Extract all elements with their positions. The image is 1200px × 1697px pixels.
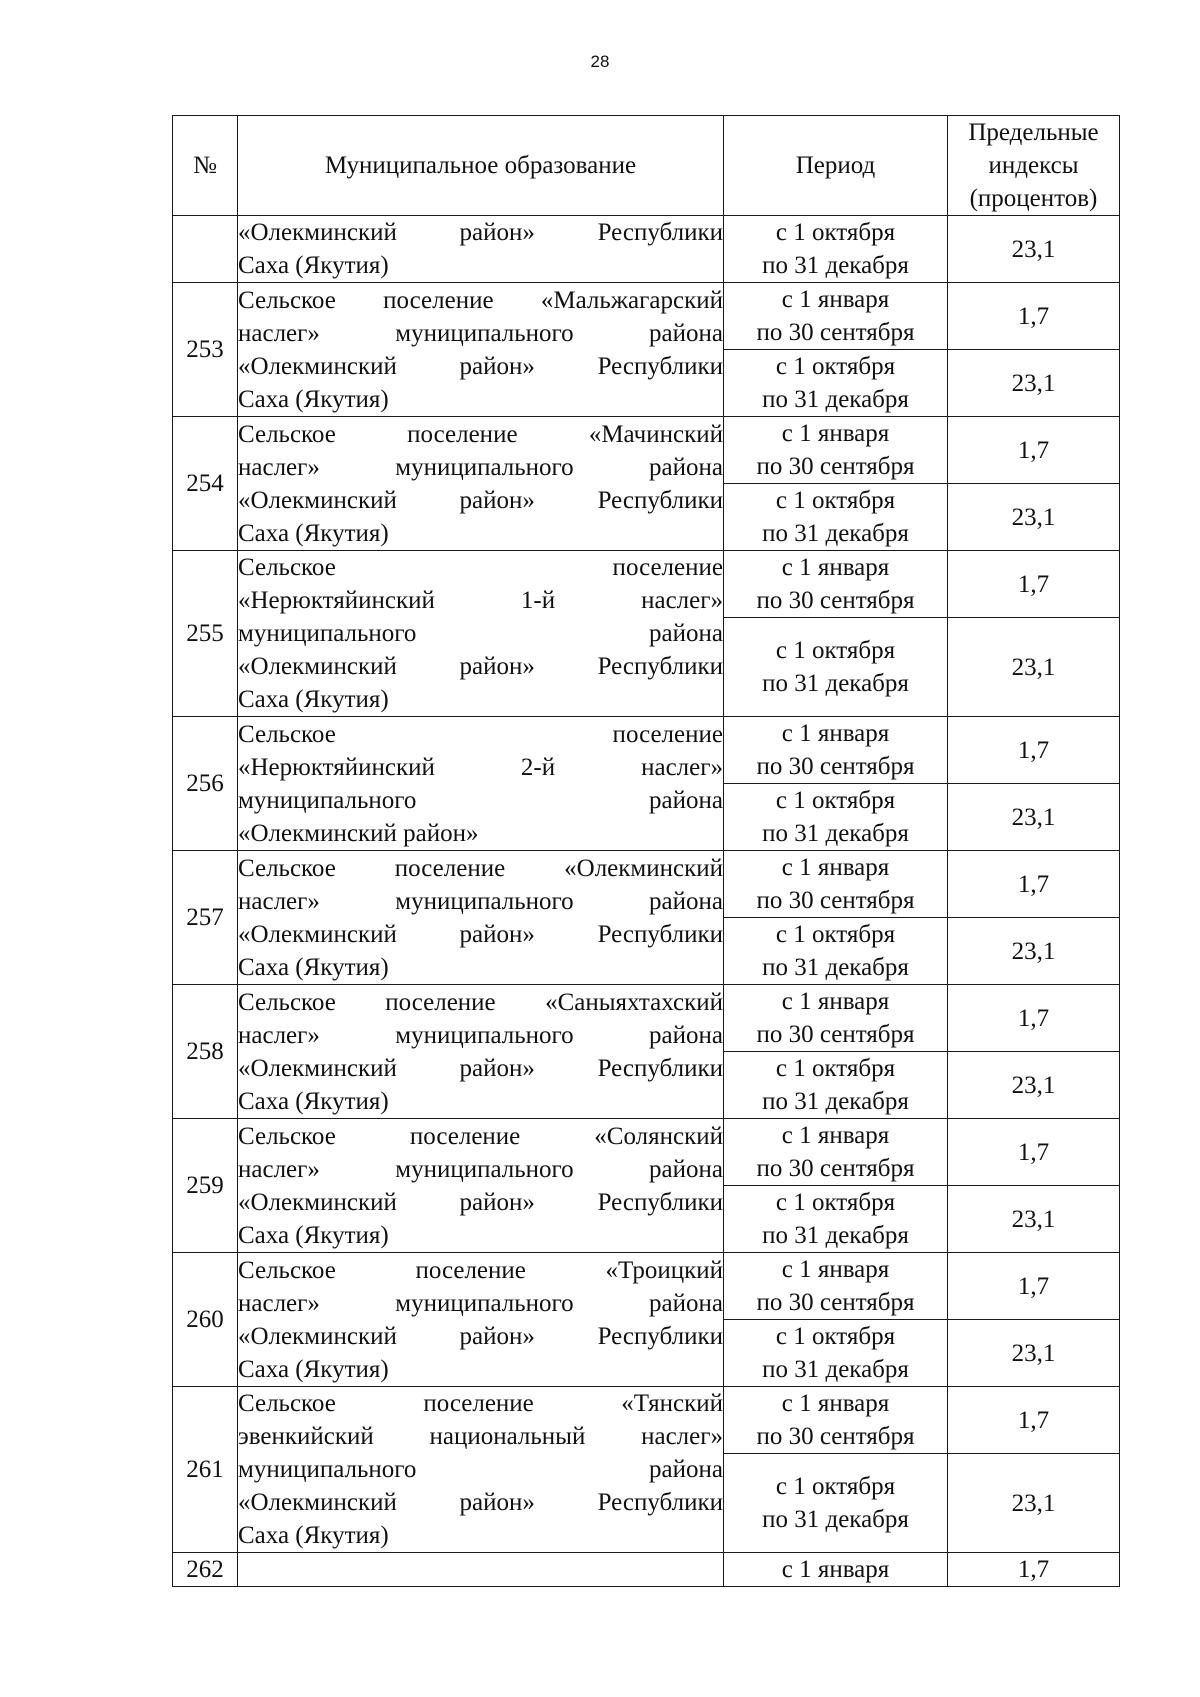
row-num-cell: 253	[173, 283, 238, 417]
tariff-index-table	[172, 115, 1120, 1587]
municipality-line: муниципального района	[238, 620, 723, 647]
municipality-line: «Олекминский район» Республики	[238, 1322, 723, 1350]
period-cell: с 1 января по 30 сентября	[724, 1119, 948, 1186]
index-cell: 1,7	[948, 717, 1120, 784]
municipality-line: наслег» муниципального района	[238, 1021, 723, 1049]
period-cell: с 1 октября по 31 декабря	[724, 350, 948, 417]
period-cell: с 1 января	[724, 1553, 948, 1587]
municipality-line: наслег» муниципального района	[238, 453, 723, 481]
municipality-line: наслег» муниципального района	[238, 1289, 723, 1317]
table-row	[173, 851, 1120, 918]
municipality-line: Саха (Якутия)	[238, 1355, 389, 1383]
municipality-line: Саха (Якутия)	[238, 385, 389, 413]
row-num-cell	[173, 216, 238, 283]
period-cell: с 1 января по 30 сентября	[724, 717, 948, 784]
period-cell: с 1 января по 30 сентября	[724, 985, 948, 1052]
municipality-line: эвенкийский национальный наслег»	[238, 1423, 723, 1450]
period-cell: с 1 января по 30 сентября	[724, 417, 948, 484]
municipality-line: Сельское поселение «Олекминский	[238, 854, 723, 882]
table-row	[173, 1553, 1120, 1587]
header-municipality: Муниципальное образование	[238, 116, 724, 216]
period-cell: с 1 октября по 31 декабря	[724, 618, 948, 717]
municipality-line: Сельское поселение «Мачинский	[238, 420, 723, 448]
municipality-line: Саха (Якутия)	[238, 1087, 389, 1115]
table-row	[173, 1119, 1120, 1186]
period-cell: с 1 октября по 31 декабря	[724, 1186, 948, 1253]
municipality-line: «Олекминский район» Республики	[238, 352, 723, 380]
period-cell: с 1 октября по 31 декабря	[724, 918, 948, 985]
index-cell: 1,7	[948, 985, 1120, 1052]
row-num-cell: 262	[173, 1553, 238, 1587]
municipality-line: «Олекминский район» Республики	[238, 920, 723, 948]
municipality-line: «Нерюктяйинский 2-й наслег»	[238, 753, 723, 781]
municipality-line: «Олекминский район» Республики	[238, 1054, 723, 1082]
row-num-cell: 260	[173, 1253, 238, 1387]
period-cell: с 1 октября по 31 декабря	[724, 484, 948, 551]
index-cell: 1,7	[948, 417, 1120, 484]
municipality-line: «Олекминский район» Республики	[238, 486, 723, 514]
index-cell: 23,1	[948, 1320, 1120, 1387]
municipality-line: Сельское поселение «Солянский	[238, 1122, 723, 1150]
index-cell: 23,1	[948, 350, 1120, 417]
index-cell: 1,7	[948, 851, 1120, 918]
municipality-line: Саха (Якутия)	[238, 519, 389, 547]
period-cell: с 1 октября по 31 декабря	[724, 1454, 948, 1553]
municipality-line: Сельское поселение «Троицкий	[238, 1256, 723, 1284]
municipality-line: «Олекминский район» Республики	[238, 219, 723, 246]
municipality-line: муниципального района	[238, 786, 723, 814]
table-row	[173, 717, 1120, 784]
index-cell: 23,1	[948, 784, 1120, 851]
municipality-line: муниципального района	[238, 1456, 723, 1483]
index-cell: 1,7	[948, 551, 1120, 618]
period-cell: с 1 января по 30 сентября	[724, 1253, 948, 1320]
municipality-cell	[238, 551, 724, 717]
municipality-cell	[238, 1553, 724, 1587]
period-cell: с 1 января по 30 сентября	[724, 1387, 948, 1454]
municipality-cell	[238, 985, 724, 1119]
period-cell: с 1 января по 30 сентября	[724, 283, 948, 350]
municipality-line: «Олекминский район» Республики	[238, 1188, 723, 1216]
municipality-line: наслег» муниципального района	[238, 887, 723, 915]
period-cell: с 1 октября по 31 декабря	[724, 784, 948, 851]
municipality-line: «Нерюктяйинский 1-й наслег»	[238, 587, 723, 614]
municipality-cell	[238, 216, 724, 283]
municipality-line: «Олекминский район» Республики	[238, 1489, 723, 1516]
index-cell: 23,1	[948, 216, 1120, 283]
table-row	[173, 1387, 1120, 1454]
index-cell: 1,7	[948, 283, 1120, 350]
table-row-continuation	[173, 216, 1120, 283]
index-cell: 23,1	[948, 918, 1120, 985]
municipality-line: Саха (Якутия)	[238, 686, 389, 713]
municipality-cell	[238, 283, 724, 417]
header-num: №	[173, 116, 238, 216]
period-cell: с 1 октября по 31 декабря	[724, 1320, 948, 1387]
row-num-cell: 261	[173, 1387, 238, 1553]
table-row	[173, 985, 1120, 1052]
header-index: Предельные индексы (процентов)	[948, 116, 1120, 216]
index-cell: 23,1	[948, 484, 1120, 551]
index-cell: 1,7	[948, 1119, 1120, 1186]
index-cell: 23,1	[948, 1454, 1120, 1553]
municipality-line: Саха (Якутия)	[238, 252, 389, 279]
period-cell: с 1 января по 30 сентября	[724, 851, 948, 918]
row-num-cell: 256	[173, 717, 238, 851]
row-num-cell: 259	[173, 1119, 238, 1253]
period-cell: с 1 января по 30 сентября	[724, 551, 948, 618]
index-cell: 1,7	[948, 1253, 1120, 1320]
municipality-cell	[238, 1387, 724, 1553]
table-header-row	[173, 116, 1120, 216]
municipality-line: «Олекминский район» Республики	[238, 653, 723, 680]
municipality-line: Саха (Якутия)	[238, 953, 389, 981]
municipality-line: Сельское поселение	[238, 720, 723, 748]
municipality-cell	[238, 717, 724, 851]
page-number: 28	[590, 52, 610, 71]
municipality-line: «Олекминский район»	[238, 819, 479, 847]
municipality-line: Сельское поселение «Мальжагарский	[238, 286, 723, 314]
table-row	[173, 417, 1120, 484]
index-cell: 23,1	[948, 1052, 1120, 1119]
table-body	[173, 216, 1120, 1587]
row-num-cell: 255	[173, 551, 238, 717]
row-num-cell: 254	[173, 417, 238, 551]
municipality-line: Сельское поселение «Тянский	[238, 1390, 723, 1417]
municipality-line: наслег» муниципального района	[238, 1155, 723, 1183]
table-row	[173, 551, 1120, 618]
municipality-line: Саха (Якутия)	[238, 1221, 389, 1249]
municipality-cell	[238, 851, 724, 985]
municipality-cell	[238, 1253, 724, 1387]
index-cell: 1,7	[948, 1387, 1120, 1454]
header-period: Период	[724, 116, 948, 216]
table-row	[173, 1253, 1120, 1320]
period-cell: с 1 октября по 31 декабря	[724, 1052, 948, 1119]
municipality-cell	[238, 1119, 724, 1253]
table-row	[173, 283, 1120, 350]
row-num-cell: 257	[173, 851, 238, 985]
municipality-line: Сельское поселение «Саныяхтахский	[238, 988, 723, 1016]
row-num-cell: 258	[173, 985, 238, 1119]
index-cell: 23,1	[948, 618, 1120, 717]
period-cell: с 1 октября по 31 декабря	[724, 216, 948, 283]
municipality-cell	[238, 417, 724, 551]
index-cell: 23,1	[948, 1186, 1120, 1253]
index-cell: 1,7	[948, 1553, 1120, 1587]
municipality-line: Сельское поселение	[238, 554, 723, 581]
municipality-line: Саха (Якутия)	[238, 1522, 389, 1549]
municipality-line: наслег» муниципального района	[238, 319, 723, 347]
